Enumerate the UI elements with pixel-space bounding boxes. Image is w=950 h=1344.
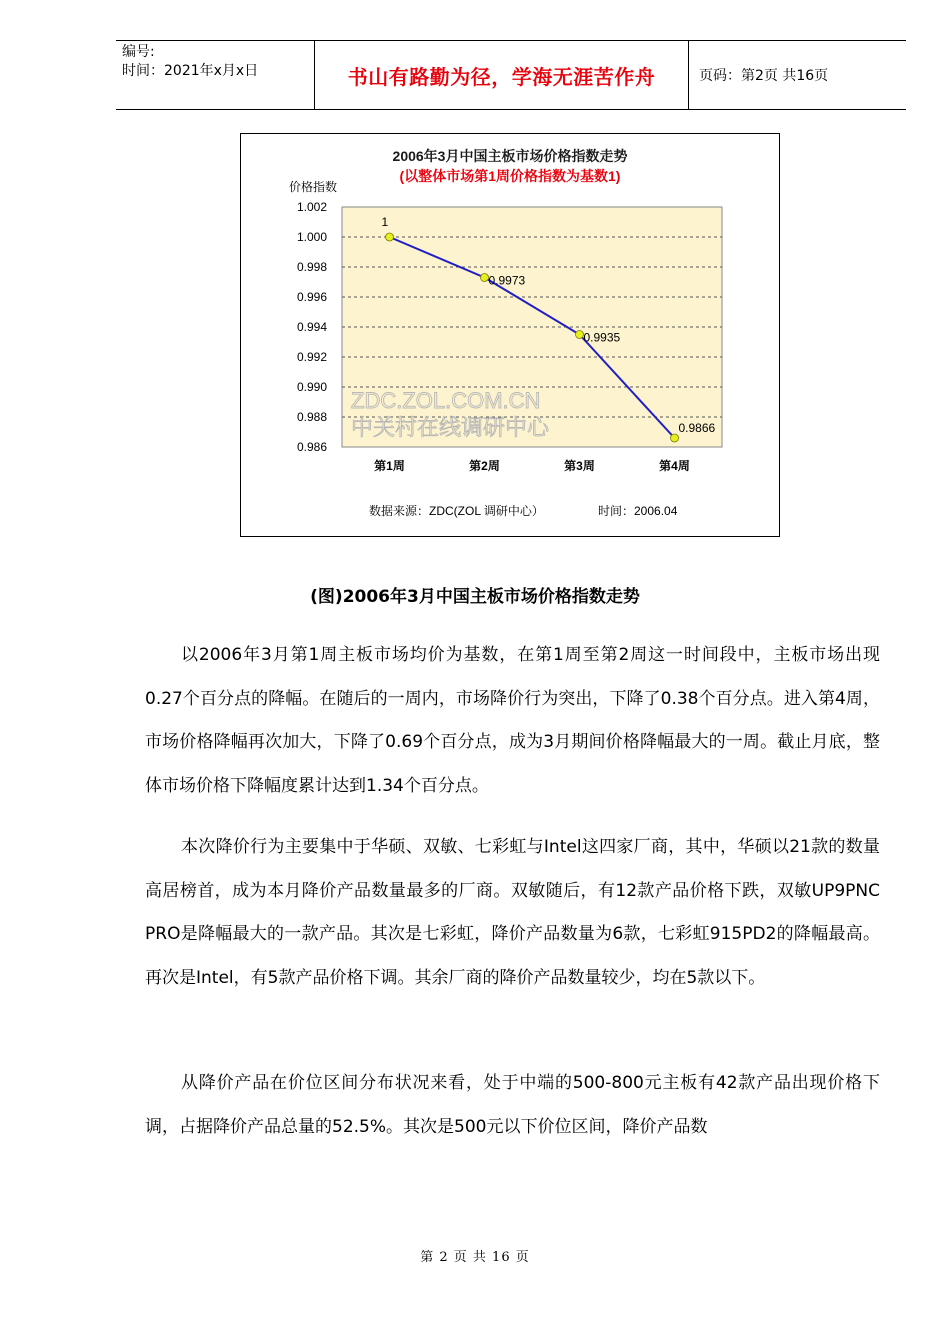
data-label: 0.9935 [583,330,621,345]
data-point [481,274,489,282]
x-tick-label: 第2周 [469,459,500,473]
header-motto: 书山有路勤为径，学海无涯苦作舟 [315,41,689,109]
x-tick-label: 第3周 [564,459,595,473]
header-page-label: 页码：第2页 共16页 [699,68,829,84]
figure-caption: (图)2006年3月中国主板市场价格指数走势 [310,587,640,607]
price-index-chart [240,133,780,537]
paragraph-3: 从降价产品在价位区间分布状况来看，处于中端的500-800元主板有42款产品出现价格下调，占据降价产品总量的52.5%。其次是500元以下价位区间，降价产品数 [145,1073,880,1137]
y-axis-label: 价格指数 [289,180,338,194]
header-meta [116,41,315,109]
number-label: 编号: [122,44,155,60]
y-tick-label: 0.994 [296,320,327,334]
y-tick-label: 0.998 [296,260,327,274]
y-tick-label: 0.996 [296,290,327,304]
data-point [576,331,584,339]
y-tick-label: 0.990 [296,380,327,394]
data-label: 1 [381,215,389,229]
data-point [671,434,679,442]
watermark-text: 中关村在线调研中心 [351,415,550,440]
chart-source: 数据来源：ZDC(ZOL 调研中心） [369,504,544,518]
chart-date: 时间：2006.04 [598,504,678,518]
page-footer: 第 2 页 共 16 页 [420,1250,530,1265]
paragraph-2: 本次降价行为主要集中于华硕、双敏、七彩虹与Intel这四家厂商，其中，华硕以21款的数量高居榜首，成为本月降价产品数量最多的厂商。双敏随后，有12款产品价格下跌，双敏UP9PNC PRO是降幅最大的一款产品。其次是七彩虹，降价产品数量为6款，七彩虹915PD2的降幅最高。再次是Intel，有5款产品价格下调。其余厂商的降价产品数量较少，均在5款以下。 [145,837,880,988]
chart-title: 2006年3月中国主板市场价格指数走势 [392,148,628,164]
chart-svg [241,134,779,536]
y-tick-label: 1.002 [296,200,327,214]
x-tick-label: 第4周 [659,459,690,473]
watermark-url: ZDC.ZOL.COM.CN [351,388,541,413]
y-tick-label: 0.988 [296,410,327,424]
y-tick-label: 1.000 [296,230,327,244]
data-label: 0.9973 [488,273,526,288]
data-point [386,233,394,241]
paragraph-1: 以2006年3月第1周主板市场均价为基数，在第1周至第2周这一时间段中，主板市场出现0.27个百分点的降幅。在随后的一周内，市场降价行为突出，下降了0.38个百分点。进入第4周，市场价格降幅再次加大，下降了0.69个百分点，成为3月期间价格降幅最大的一周。截止月底，整体市场价格下降幅度累计达到1.34个百分点。 [145,645,880,796]
x-tick-label: 第1周 [374,459,405,473]
time-label: 时间：2021年x月x日 [122,63,259,79]
y-tick-label: 0.986 [296,440,327,454]
y-tick-label: 0.992 [296,350,327,364]
chart-subtitle: (以整体市场第1周价格指数为基数1) [399,168,621,184]
data-label: 0.9866 [678,421,716,435]
document-header [116,40,906,110]
